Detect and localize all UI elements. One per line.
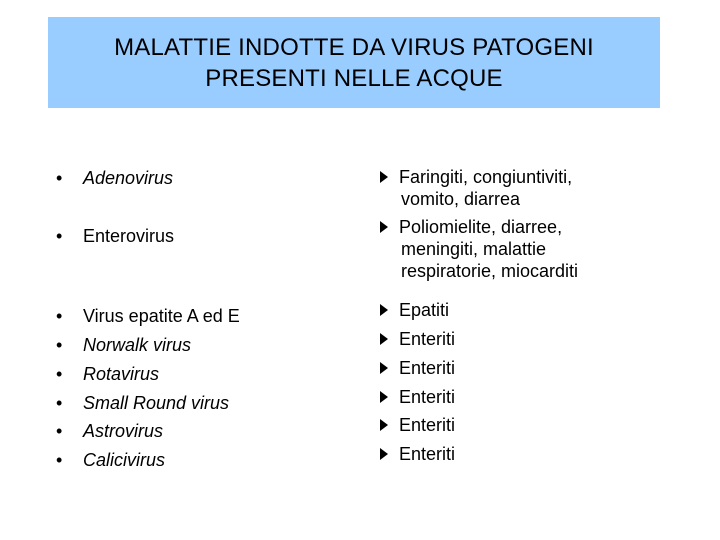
bullet: • bbox=[56, 335, 63, 355]
bullet: • bbox=[56, 306, 63, 326]
bullet: • bbox=[56, 168, 63, 188]
disease-text: meningiti, malattie bbox=[401, 239, 547, 259]
disease-text: Epatiti bbox=[399, 300, 450, 320]
title-banner bbox=[48, 17, 660, 108]
disease-text: Enteriti bbox=[399, 358, 456, 378]
disease-text: Enteriti bbox=[399, 387, 456, 407]
virus-name: Rotavirus bbox=[83, 364, 160, 384]
virus-name: Virus epatite A ed E bbox=[83, 306, 240, 326]
bullet: • bbox=[56, 450, 63, 470]
arrow-right-icon bbox=[380, 419, 388, 431]
disease-text: Enteriti bbox=[399, 329, 456, 349]
virus-name: Astrovirus bbox=[83, 421, 164, 441]
virus-name: Small Round virus bbox=[83, 393, 230, 413]
virus-name: Norwalk virus bbox=[83, 335, 192, 355]
disease-text: Enteriti bbox=[399, 444, 456, 464]
disease-text: Faringiti, congiuntiviti, bbox=[399, 167, 573, 187]
virus-name: Adenovirus bbox=[83, 168, 174, 188]
arrow-right-icon bbox=[380, 221, 388, 233]
bullet: • bbox=[56, 364, 63, 384]
disease-text: Enteriti bbox=[399, 415, 456, 435]
virus-name: Calicivirus bbox=[83, 450, 166, 470]
disease-text: Poliomielite, diarree, bbox=[399, 217, 563, 237]
arrow-right-icon bbox=[380, 171, 388, 183]
disease-text: respiratorie, miocarditi bbox=[401, 261, 579, 281]
virus-name: Enterovirus bbox=[83, 226, 175, 246]
arrow-right-icon bbox=[380, 448, 388, 460]
bullet: • bbox=[56, 393, 63, 413]
arrow-right-icon bbox=[380, 391, 388, 403]
bullet: • bbox=[56, 421, 63, 441]
page-title-line-2: PRESENTI NELLE ACQUE bbox=[205, 64, 503, 92]
bullet: • bbox=[56, 226, 63, 246]
disease-text: vomito, diarrea bbox=[401, 189, 521, 209]
page-title-line-1: MALATTIE INDOTTE DA VIRUS PATOGENI bbox=[114, 33, 594, 61]
arrow-right-icon bbox=[380, 304, 388, 316]
arrow-right-icon bbox=[380, 333, 388, 345]
arrow-right-icon bbox=[380, 362, 388, 374]
